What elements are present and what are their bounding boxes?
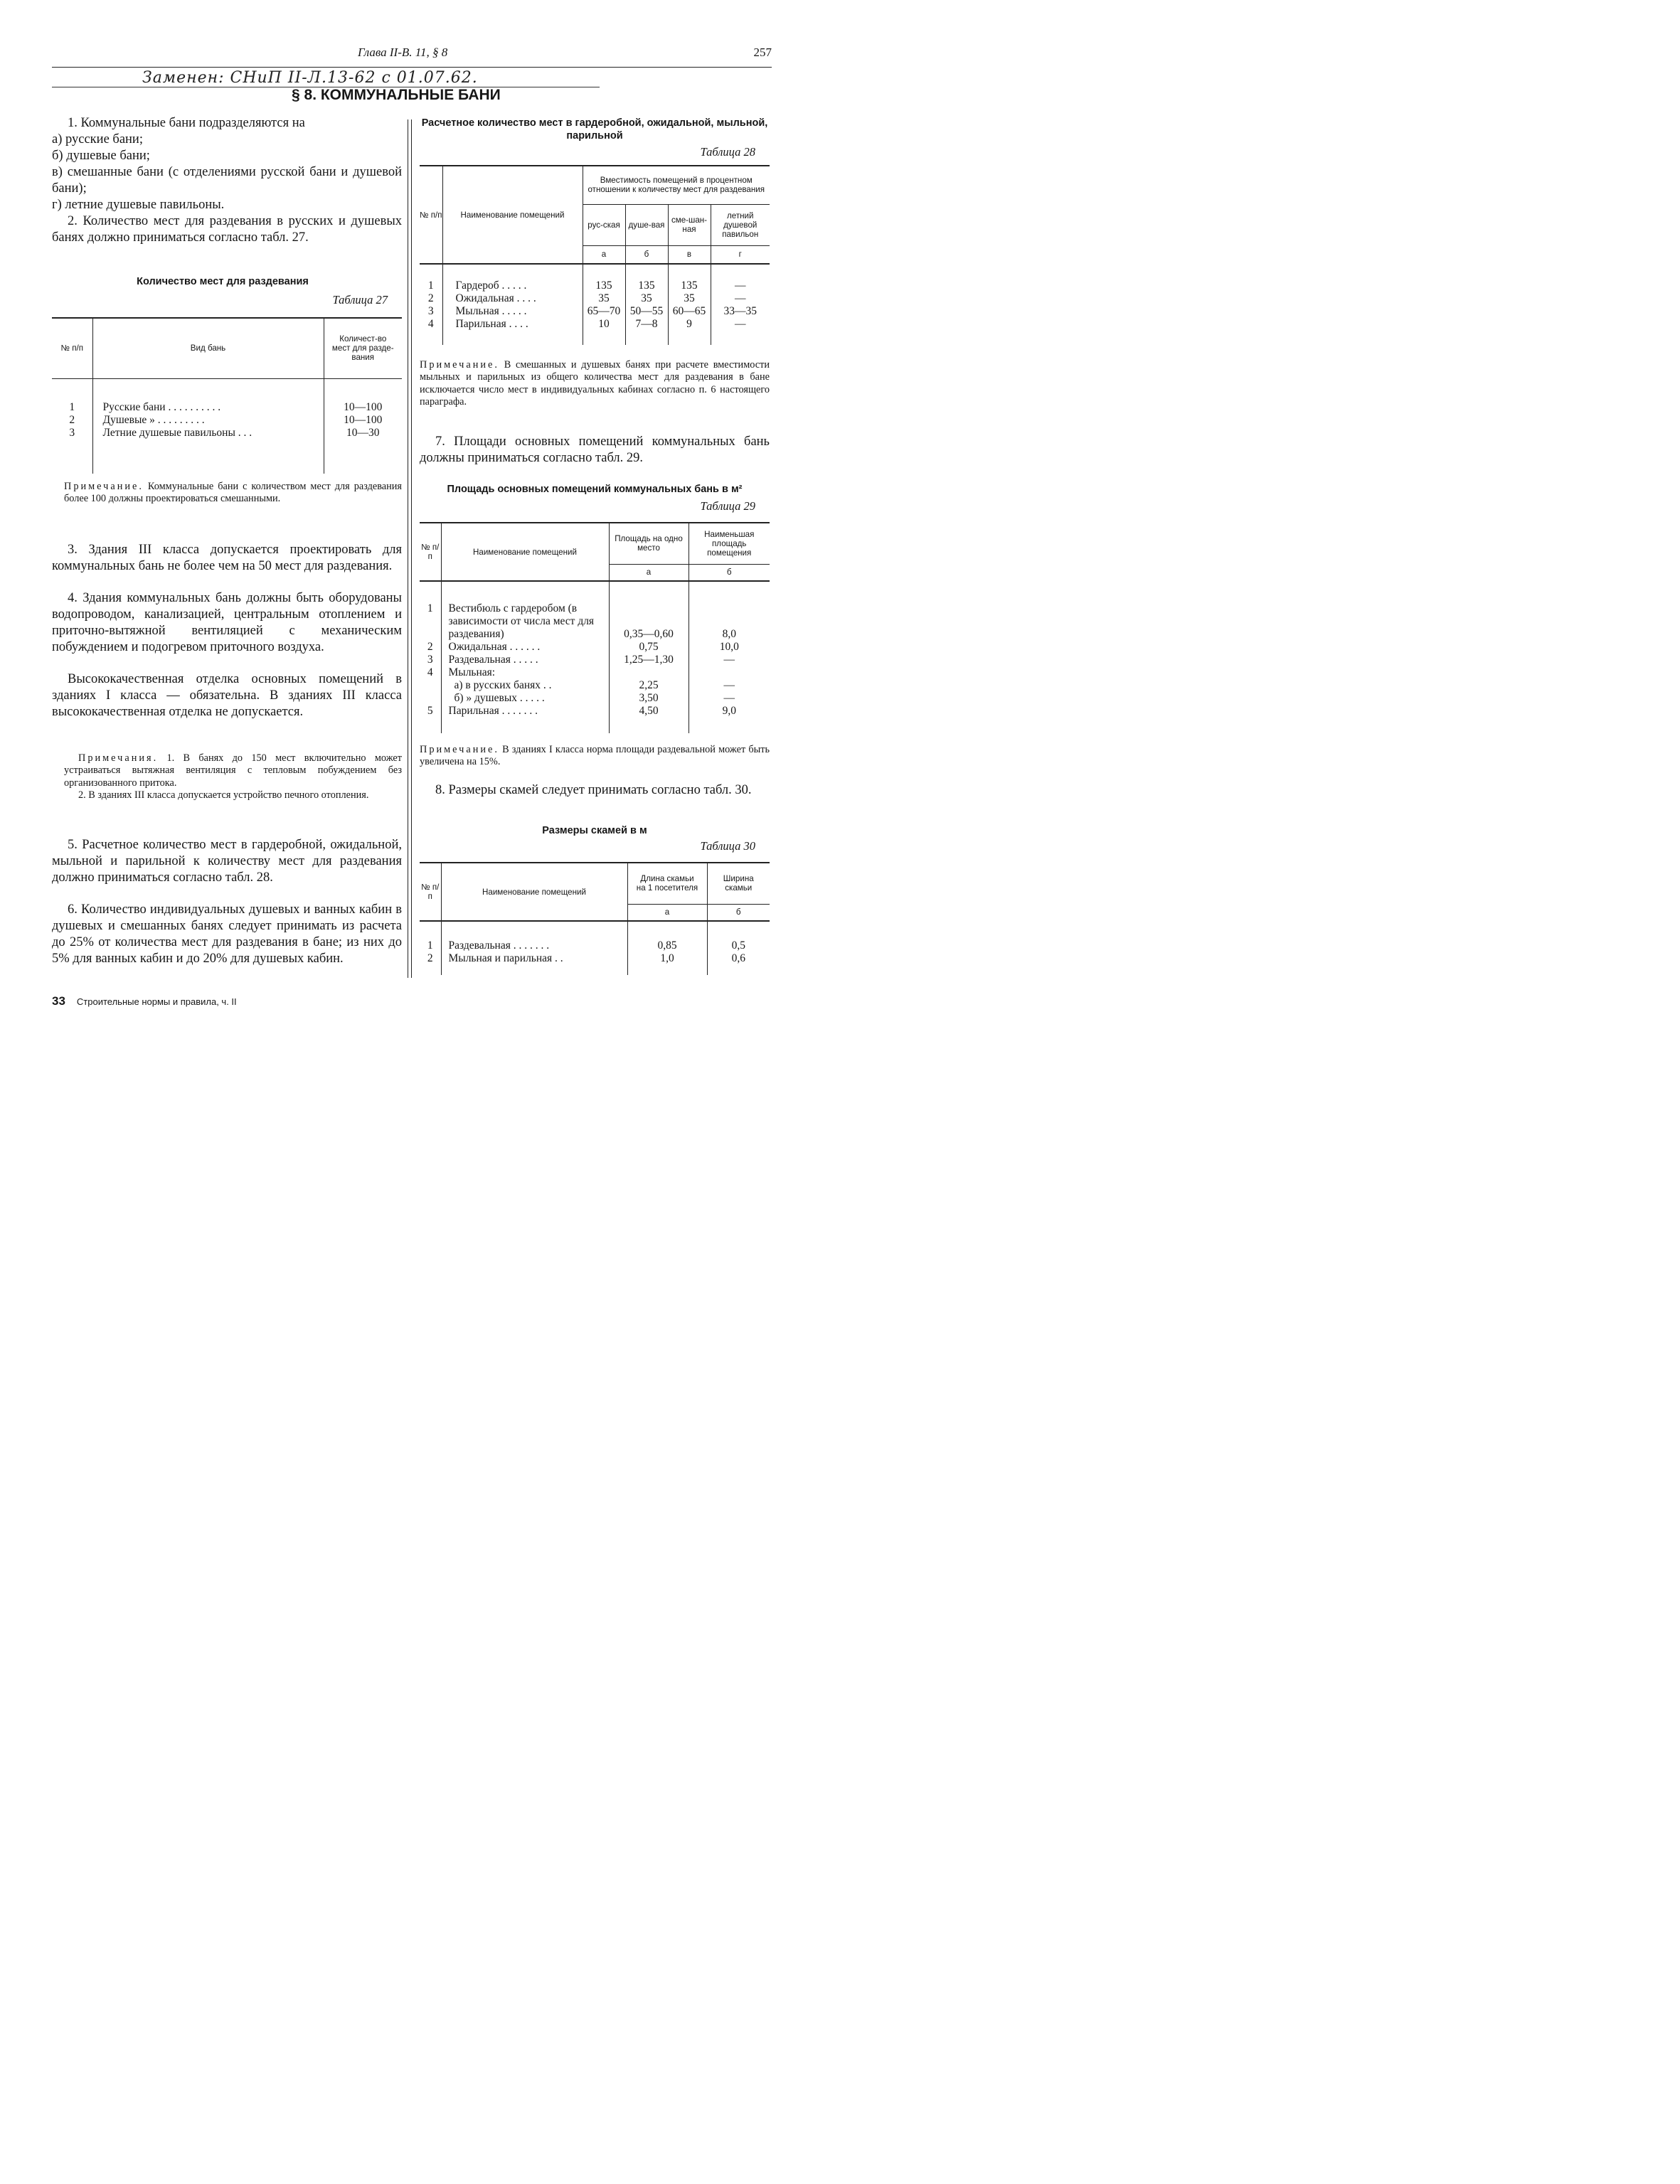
table-row: а) в русских банях . . 2,25 — (420, 679, 770, 692)
table-row: 4 Мыльная: (420, 666, 770, 679)
note-2: Примечание. В смешанных и душевых банях при расчете вместимости мыльных и парильных из общего количества мест для раздевания в бане исключается число мест в индивидуальных кабинах согласно п. 6 настоящего параграфа. (420, 359, 770, 407)
notes-1: Примечания. 1. В банях до 150 мест включительно может устраиваться вытяжная вентиляция с тепловым побуждением без организованного притока. 2. В зданиях III класса допускается устройство печного отопления. (64, 752, 403, 801)
table-30-title: Размеры скамей в м (542, 825, 647, 836)
table-row: 3 Раздевальная . . . . . 1,25—1,30 — (420, 654, 770, 666)
chapter-ref: Глава II-В. 11, § 8 (358, 46, 448, 59)
table-30-number: Таблица 30 (700, 839, 755, 853)
page-number: 257 (753, 46, 772, 59)
table-row: 2 Ожидальная . . . . 35 35 35 — (420, 292, 770, 305)
table-29-title: Площадь основных помещений коммунальных бань в м² (447, 484, 743, 495)
table-row: 1 Гардероб . . . . . 135 135 135 — (420, 279, 770, 292)
table-27-title: Количество мест для раздевания (137, 276, 309, 287)
note-1: Примечание. Коммунальные бани с количеством мест для раздевания более 100 должны проектироваться смешанными. (64, 481, 402, 505)
running-header (52, 46, 772, 68)
table-27-number: Таблица 27 (332, 293, 388, 307)
table-row: 1 Раздевальная . . . . . . . 0,85 0,5 (420, 939, 770, 952)
table-row: 1 Русские бани . . . . . . . . . . 10—100 (52, 401, 402, 414)
paragraph-7: 7. Площади основных помещений коммунальных бань должны приниматься согласно табл. 29. (420, 435, 770, 465)
table-row: 2 Душевые » . . . . . . . . . 10—100 (52, 414, 402, 427)
paragraph-1: 1. Коммунальные бани подразделяются на а) русские бани; б) душевые бани; в) смешанные бани (с отделениями русской бани и душевой бани); г) летние душевые павильоны. 2. Количество мест для раздевания в русских и душевых банях должно приниматься согласно табл. 27. (52, 116, 402, 245)
table-29-number: Таблица 29 (700, 499, 755, 513)
table-28-number: Таблица 28 (700, 145, 755, 159)
table-30: № п/п Наименование помещений Длина скамьи на 1 посетителя Ширина скамьи а б 1 Раздевальная . . . . . . . 0,85 0,5 2 Мыльная и парильная . . 1,0 0,6 (420, 862, 770, 975)
paragraph-6: 6. Количество индивидуальных душевых и ванных кабин в душевых и смешанных банях следует принимать из расчета до 25% от количества мест для раздевания в бане; из них до 5% для ванных кабин и до 20% для душевых кабин. (52, 902, 402, 966)
section-title: § 8. КОММУНАЛЬНЫЕ БАНИ (292, 87, 501, 103)
paragraph-4: 4. Здания коммунальных бань должны быть оборудованы водопроводом, канализацией, центральным отоплением и приточно-вытяжной вентиляцией с механическим побуждением и подогревом приточного воздуха. (52, 591, 402, 654)
table-row: 2 Ожидальная . . . . . . 0,75 10,0 (420, 641, 770, 654)
paragraph-5: 5. Расчетное количество мест в гардеробной, ожидальной, мыльной и парильной к количеству мест для раздевания должно приниматься согласно табл. 28. (52, 838, 402, 885)
paragraph-4b: Высококачественная отделка основных помещений в зданиях I класса — обязательна. В зданиях III класса высококачественная отделка не допускается. (52, 672, 402, 719)
note-3: Примечание. В зданиях I класса норма площади раздевальной может быть увеличена на 15%. (420, 744, 770, 768)
table-row: 5 Парильная . . . . . . . 4,50 9,0 (420, 705, 770, 718)
signature-number: 33 (52, 994, 65, 1008)
paragraph-3: 3. Здания III класса допускается проектировать для коммунальных бань не более чем на 50 мест для раздевания. (52, 543, 402, 573)
table-27: № п/п Вид бань Количест-во мест для разде-вания 1 Русские бани . . . . . . . . . . 10—100 2 Душевые » . . . . . . . . . 10—100 3 Летние душевые павильоны . . . 10—30 (52, 317, 402, 474)
paragraph-8: 8. Размеры скамей следует принимать согласно табл. 30. (435, 783, 752, 797)
handwritten-note: Заменен: СНиП II-Л.13-62 с 01.07.62. (142, 69, 478, 87)
table-row: б) » душевых . . . . . 3,50 — (420, 692, 770, 705)
table-row: 4 Парильная . . . . 10 7—8 9 — (420, 318, 770, 331)
table-row: 3 Мыльная . . . . . 65—70 50—55 60—65 33—35 (420, 305, 770, 318)
table-28: № п/п Наименование помещений Вместимость помещений в процентном отношении к количеству мест для раздевания рус-ская душе-вая сме-шан-ная летний душевой павильон а б в г 1 Гардероб . . . . . 135 135 135 — 2 Ожидальная . . . . 35 35 35 — 3 Мыльная . . . . . 65—70 50—55 60—65 33—35 4 Парильная . . . . 10 7—8 9 — (420, 165, 770, 345)
footer-text: Строительные нормы и правила, ч. II (76, 996, 237, 1007)
table-row: 2 Мыльная и парильная . . 1,0 0,6 (420, 952, 770, 965)
table-29: № п/п Наименование помещений Площадь на одно место Наименьшая площадь помещения а б 1 Вестибюль с гардеробом (в зависимости от числа мест для раздевания) 0,35—0,60 8,0 2 Ожидальная . . . . . . 0,75 10,0 3 Раздевальная . . . . . 1,25—1,30 — 4 Мыльная: а) в русских банях . . 2,25 — б) » душевых . . . . . 3,50 — 5 Парильная . . . . . . . 4,50 9,0 (420, 522, 770, 733)
column-divider (411, 119, 412, 978)
table-row: 3 Летние душевые павильоны . . . 10—30 (52, 427, 402, 440)
table-row: 1 Вестибюль с гардеробом (в зависимости от числа мест для раздевания) 0,35—0,60 8,0 (420, 602, 770, 641)
paragraph-2: 2. Количество мест для раздевания в русских и душевых банях должно приниматься согласно табл. 27. (52, 214, 402, 245)
page-footer (52, 994, 237, 1008)
table-28-title: Расчетное количество мест в гардеробной, ожидальной, мыльной, парильной (421, 117, 768, 142)
